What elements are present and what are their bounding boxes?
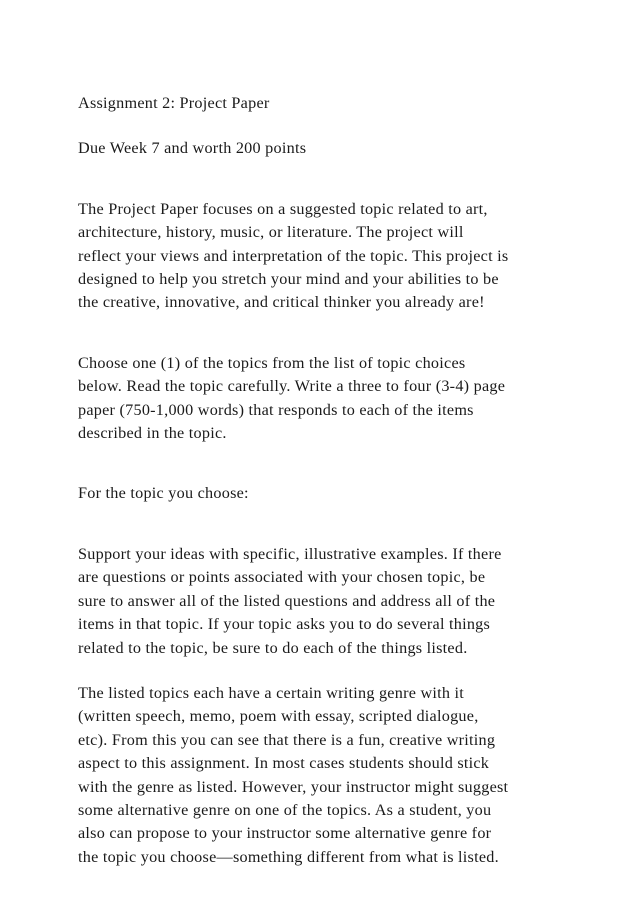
paragraph-line: also can propose to your instructor some alternative genre for bbox=[78, 824, 492, 843]
paragraph-line: aspect to this assignment. In most cases students should stick bbox=[78, 754, 490, 773]
paragraph-line: related to the topic, be sure to do each of the things listed. bbox=[78, 638, 468, 657]
paragraph-line: The Project Paper focuses on a suggested topic related to art, bbox=[78, 199, 488, 218]
assignment-title: Assignment 2: Project Paper bbox=[78, 94, 270, 112]
intro-paragraph bbox=[78, 198, 598, 315]
document-content bbox=[78, 92, 598, 891]
paragraph-line: etc). From this you can see that there is a fun, creative writing bbox=[78, 730, 496, 749]
paragraph-line: designed to help you stretch your mind and your abilities to be bbox=[78, 270, 499, 289]
paragraph-line: architecture, history, music, or literature. The project will bbox=[78, 223, 464, 242]
paragraph-line: some alternative genre on one of the topics. As a student, you bbox=[78, 800, 492, 819]
instructions-paragraph bbox=[78, 352, 598, 446]
paragraph-line: the creative, innovative, and critical thinker you already are! bbox=[78, 293, 485, 312]
paragraph-line: described in the topic. bbox=[78, 424, 227, 443]
paragraph-line: (written speech, memo, poem with essay, scripted dialogue, bbox=[78, 707, 479, 726]
paragraph-line: the topic you choose—something different from what is listed. bbox=[78, 847, 499, 866]
paragraph-line: are questions or points associated with your chosen topic, be bbox=[78, 568, 486, 587]
paragraph-line: below. Read the topic carefully. Write a three to four (3-4) page bbox=[78, 377, 506, 396]
support-paragraph bbox=[78, 543, 598, 660]
topic-lead-paragraph bbox=[78, 482, 598, 505]
paragraph-line: paper (750-1,000 words) that responds to each of the items bbox=[78, 400, 474, 419]
genre-paragraph bbox=[78, 682, 598, 869]
paragraph-line: with the genre as listed. However, your instructor might suggest bbox=[78, 777, 509, 796]
paragraph-line: reflect your views and interpretation of the topic. This project is bbox=[78, 246, 509, 265]
paragraph-line: The listed topics each have a certain writing genre with it bbox=[78, 683, 465, 702]
due-line: Due Week 7 and worth 200 points bbox=[78, 139, 307, 158]
paragraph-line: sure to answer all of the listed questions and address all of the bbox=[78, 591, 496, 610]
paragraph-line: Choose one (1) of the topics from the list of topic choices bbox=[78, 353, 466, 372]
paragraph-line: For the topic you choose: bbox=[78, 484, 249, 503]
paragraph-line: Support your ideas with specific, illustrative examples. If there bbox=[78, 544, 502, 563]
paragraph-line: items in that topic. If your topic asks you to do several things bbox=[78, 615, 491, 634]
